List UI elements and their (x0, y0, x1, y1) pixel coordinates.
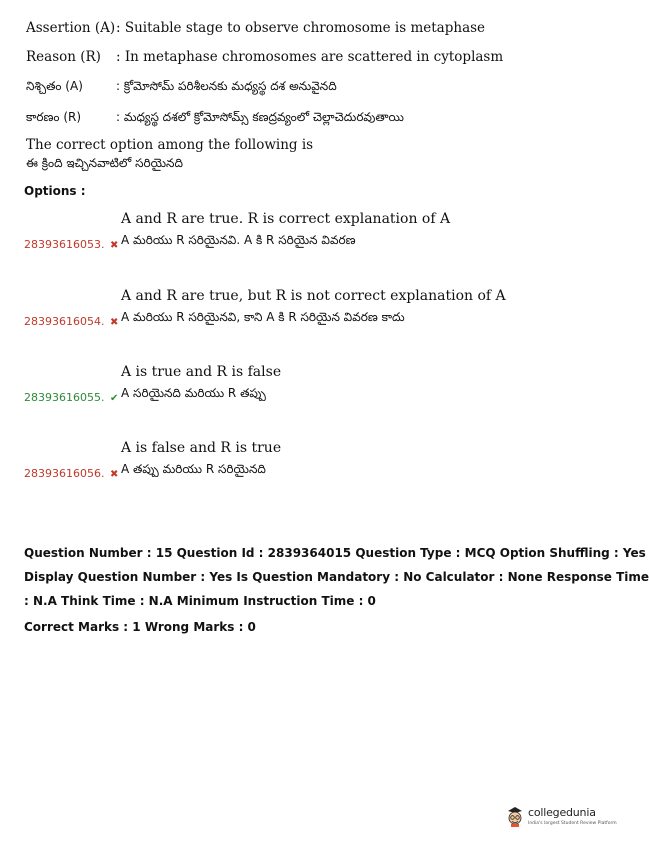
assertion-text-te: : క్రోమోసోమ్ పరిశీలనకు మధ్యస్థ దశ అనువైనది (116, 79, 337, 93)
option-1[interactable] (24, 211, 584, 255)
option-3-id (24, 391, 118, 404)
option-1-text: A and R are true. R is correct explanation of A (121, 211, 451, 227)
mascot-icon (506, 805, 524, 827)
option-1-number: 28393616053. (24, 238, 105, 251)
collegedunia-logo (506, 803, 617, 833)
reason-text-te: : మధ్యస్థ దశలో క్రోమోసోమ్స్ కణద్రవ్యంలో చెల్లాచెదురవుతాయి (116, 110, 404, 124)
logo-wordmark: collegedunia (528, 806, 596, 819)
option-4-text-te: A తప్పు మరియు R సరియైనది (121, 462, 266, 476)
option-1-id (24, 238, 118, 251)
reason-text: : In metaphase chromosomes are scattered in cytoplasm (116, 49, 504, 65)
option-3-text: A is true and R is false (121, 364, 282, 380)
marks-line: Correct Marks : 1 Wrong Marks : 0 (24, 620, 256, 634)
reason-row (26, 49, 503, 65)
option-2[interactable] (24, 288, 584, 332)
assertion-text: : Suitable stage to observe chromosome is metaphase (116, 20, 486, 36)
question-prompt: The correct option among the following is (26, 137, 314, 153)
question-meta-line-3: : N.A Think Time : N.A Minimum Instruction Time : 0 (24, 594, 376, 608)
assertion-row-te (26, 79, 337, 96)
option-2-text-te: A మరియు R సరియైనవి, కాని A కి R సరియైన వివరణ కాదు (121, 310, 405, 324)
checkmark-icon: ✔ (109, 393, 119, 404)
assertion-label-te: నిశ్చితం (A) (26, 79, 83, 93)
assertion-row (26, 20, 485, 36)
reason-row-te (26, 110, 404, 127)
option-2-id (24, 315, 118, 328)
question-meta-line-1: Question Number : 15 Question Id : 2839364015 Question Type : MCQ Option Shuffling : Yes (24, 546, 646, 560)
cross-icon: ✖ (109, 240, 119, 251)
option-3-text-te: A సరియైనది మరియు R తప్పు (121, 386, 266, 400)
option-2-text: A and R are true, but R is not correct explanation of A (121, 288, 506, 304)
option-4[interactable] (24, 440, 584, 484)
question-meta-line-2: Display Question Number : Yes Is Question Mandatory : No Calculator : None Response Time (24, 570, 649, 584)
option-2-number: 28393616054. (24, 315, 105, 328)
option-1-text-te: A మరియు R సరియైనవి. A కి R సరియైన వివరణ (121, 233, 356, 247)
cross-icon: ✖ (109, 317, 119, 328)
option-3-number: 28393616055. (24, 391, 105, 404)
logo-tagline: India's largest Student Review Platform (528, 821, 617, 826)
option-4-number: 28393616056. (24, 467, 105, 480)
options-heading: Options : (24, 184, 86, 198)
assertion-label: Assertion (A) (26, 20, 116, 36)
option-4-id (24, 467, 118, 480)
reason-label: Reason (R) (26, 49, 101, 65)
question-prompt-te: ఈ క్రింది ఇచ్చినవాటిలో సరియైనది (26, 156, 183, 170)
cross-icon: ✖ (109, 469, 119, 480)
option-3[interactable] (24, 364, 584, 408)
option-4-text: A is false and R is true (121, 440, 282, 456)
reason-label-te: కారణం (R) (26, 110, 82, 124)
